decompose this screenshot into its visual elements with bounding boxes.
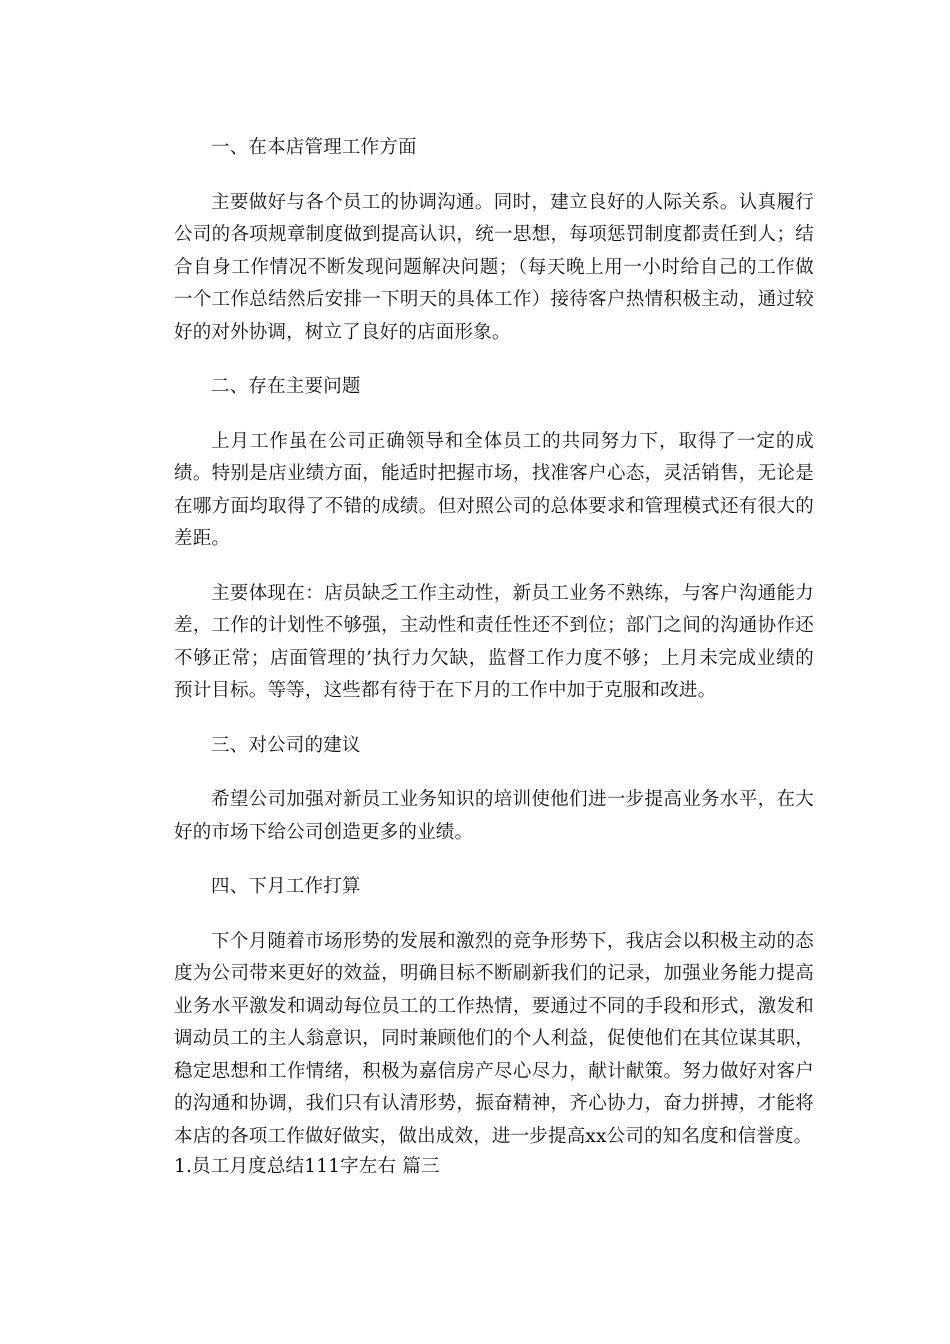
numbered-list-item: 1.员工月度总结111字左右 篇三: [174, 1156, 440, 1177]
section-4-paragraph-1: 下个月随着市场形势的发展和激烈的竞争形势下，我店会以积极主动的态度为公司带来更好的效益，明确目标不断刷新我们的记录，加强业务能力提高业务水平激发和调动每位员工的工作热情，要通过不同的手段和形式，激发和调动员工的主人翁意识，同时兼顾他们的个人利益，促使他们在其位谋其职，稳定思想和工作情绪，积极为嘉信房产尽心尽力，献计献策。努力做好对客户的沟通和协调，我们只有认清形势，振奋精神，齐心协力，奋力拼搏，才能将本店的各项工作做好做实，做出成效，进一步提高xx公司的知名度和信誉度。: [174, 930, 814, 1147]
section-heading-1: 一、在本店管理工作方面: [211, 137, 417, 158]
section-heading-3: 三、对公司的建议: [211, 734, 361, 756]
section-heading-4: 四、下月工作打算: [211, 876, 361, 897]
section-2-paragraph-2: 主要体现在：店员缺乏工作主动性，新员工业务不熟练，与客户沟通能力差，工作的计划性不够强，主动性和责任性还不到位；部门之间的沟通协作还不够正常；店面管理的’执行力欠缺，监督工作力度不够；上月未完成业绩的预计目标。等等，这些都有待于在下月的工作中加于克服和改进。: [174, 582, 814, 701]
section-1-paragraph-1: 主要做好与各个员工的协调沟通。同时，建立良好的人际关系。认真履行公司的各项规章制度做到提高认识，统一思想，每项惩罚制度都责任到人；结合自身工作情况不断发现问题解决问题；（每天晚上用一小时给自己的工作做一个工作总结然后安排一下明天的具体工作）接待客户热情积极主动，通过较好的对外协调，树立了良好的店面形象。: [174, 191, 814, 343]
section-3-paragraph-1: 希望公司加强对新员工业务知识的培训使他们进一步提高业务水平，在大好的市场下给公司创造更多的业绩。: [174, 789, 814, 843]
section-2-paragraph-1: 上月工作虽在公司正确领导和全体员工的共同努力下，取得了一定的成绩。特别是店业绩方面，能适时把握市场，找准客户心态，灵活销售，无论是在哪方面均取得了不错的成绩。但对照公司的总体要求和管理模式还有很大的差距。: [174, 430, 814, 549]
section-heading-2: 二、存在主要问题: [211, 376, 361, 397]
document-body: [174, 132, 814, 1153]
